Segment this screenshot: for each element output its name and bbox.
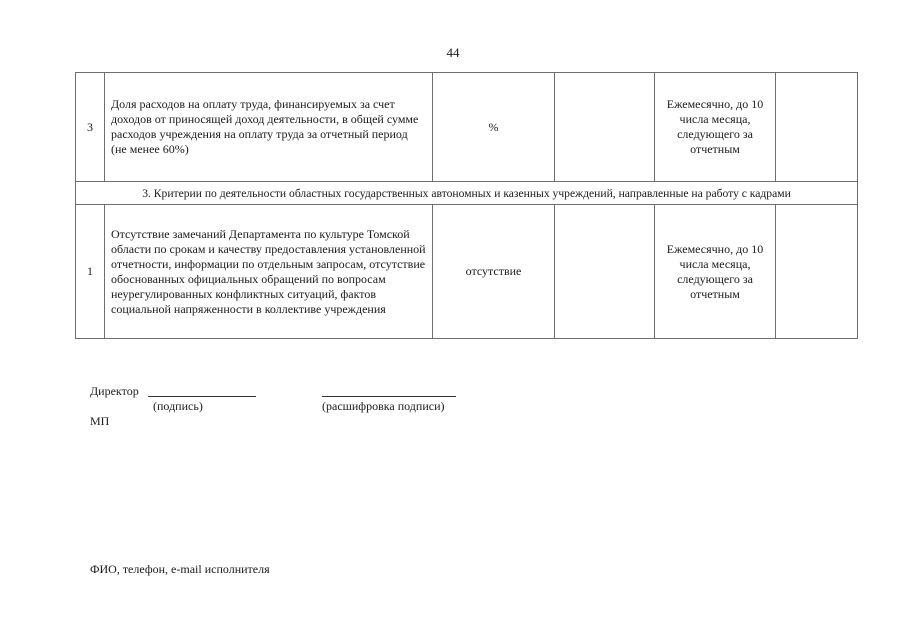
period-cell: Ежемесячно, до 10 числа месяца, следующего за отчетным bbox=[655, 73, 776, 182]
extra-cell bbox=[776, 205, 858, 339]
row-number: 1 bbox=[76, 205, 105, 339]
value-cell bbox=[555, 73, 655, 182]
signature-line bbox=[148, 396, 256, 397]
indicator-cell: Доля расходов на оплату труда, финансируемых за счет доходов от приносящей доход деятельности, в общей сумме расходов учреждения на оплату труда за отчетный период (не менее 60%) bbox=[105, 73, 433, 182]
extra-cell bbox=[776, 73, 858, 182]
section-header-row bbox=[76, 182, 858, 205]
executor-label: ФИО, телефон, e-mail исполнителя bbox=[90, 562, 270, 576]
director-label: Директор bbox=[90, 384, 139, 398]
unit-cell: отсутствие bbox=[433, 205, 555, 339]
table-row bbox=[76, 73, 858, 182]
period-cell: Ежемесячно, до 10 числа месяца, следующего за отчетным bbox=[655, 205, 776, 339]
value-cell bbox=[555, 205, 655, 339]
criteria-table bbox=[75, 72, 858, 339]
row-number: 3 bbox=[76, 73, 105, 182]
decoding-line bbox=[322, 396, 456, 397]
indicator-cell: Отсутствие замечаний Департамента по культуре Томской области по срокам и качеству предоставления установленной отчетности, информации по отдельным запросам, отсутствие обоснованных официальных обращений по вопросам неурегулированных конфликтных ситуаций, фактов социальной напряженности в коллективе учреждения bbox=[105, 205, 433, 339]
stamp-label: МП bbox=[90, 414, 110, 428]
table-row bbox=[76, 205, 858, 339]
section-title: 3. Критерии по деятельности областных государственных автономных и казенных учреждений, направленные на работу с кадрами bbox=[76, 182, 858, 205]
signature-caption: (подпись) bbox=[153, 399, 203, 413]
page-number: 44 bbox=[446, 45, 460, 60]
unit-cell: % bbox=[433, 73, 555, 182]
decoding-caption: (расшифровка подписи) bbox=[322, 399, 445, 413]
